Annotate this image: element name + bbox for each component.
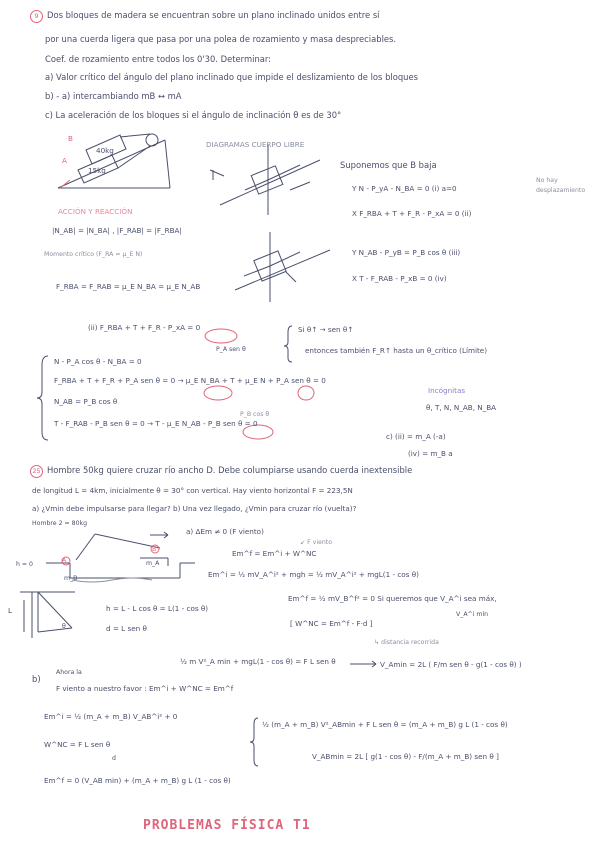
eq-y1: Y N - P_yA - N_BA = 0 (i) a=0 — [352, 184, 457, 193]
if-theta-note: Si θ↑ → sen θ↑ — [298, 325, 354, 334]
pendulum-diagram — [20, 592, 75, 638]
distance-note: ↳ distancia recorrida — [374, 639, 439, 646]
problem2-number: 25 — [30, 465, 43, 478]
part-c-ii: c) (ii) = m_A (-a) — [386, 432, 446, 441]
h-eq: h = L - L cos θ = L(1 - cos θ) — [106, 604, 209, 613]
eq-x1: X F_RBA + T + F_R - P_xA = 0 (ii) — [352, 209, 472, 218]
critical-eq: F_RBA = F_RAB = μ_E N_BA = μ_E N_AB — [56, 282, 201, 291]
point-a: A — [62, 557, 67, 564]
wnc-b: W^NC = F L sen θ — [44, 740, 111, 749]
part-a-label: a) ΔEm ≠ 0 (F viento) — [186, 527, 264, 536]
system-eq3: N_AB = P_B cos θ — [54, 397, 118, 406]
action-reaction-eq: |N_AB| = |N_BA| , |F_RAB| = |F_RBA| — [52, 226, 182, 235]
wind-note: ↙ F viento — [300, 539, 332, 546]
part-b-label: b) — [32, 674, 41, 684]
problem1-question-c: c) La aceleración de los bloques si el ángulo de inclinación θ es de 30° — [45, 110, 342, 120]
wnc-eq: [ W^NC = Em^f - F·d ] — [290, 619, 373, 628]
diagram-title: DIAGRAMAS CUERPO LIBRE — [206, 140, 305, 149]
system-eq2: F_RBA + T + F_R + P_A sen θ = 0 → μ_E N_BA + T + μ_E N + P_A sen θ = 0 — [54, 376, 326, 385]
part-b-eq2: V_ABmin = 2L [ g(1 - cos θ) - F/(m_A + m_B) sen θ ] — [312, 752, 499, 761]
pa-sen-note: P_A sen θ — [216, 346, 246, 353]
unknowns-title: Incógnitas — [428, 386, 466, 395]
pbcos-note: P_B cos θ — [240, 411, 270, 418]
no-displacement-note: No hay desplazamiento — [536, 177, 586, 194]
part-b-eq1: ½ (m_A + m_B) V²_ABmin + F L sen θ = (m_A + m_B) g L (1 - cos θ) — [262, 720, 508, 729]
em-final: Em^f = 0 (V_AB min) + (m_A + m_B) g L (1 - cos θ) — [44, 776, 231, 785]
label-mA: m_A — [146, 560, 160, 567]
problem1-line3: Coef. de rozamiento entre todos los 0'30. Determinar: — [45, 54, 272, 64]
system-eq4: T - F_RAB - P_B sen θ = 0 → T - μ_E N_AB - P_B sen θ = 0 — [54, 419, 258, 428]
problem2-line2: de longitud L = 4km, inicialmente θ = 30° con vertical. Hay viento horizontal F = 223,5N — [32, 486, 353, 495]
unknowns-list: θ, T, N, N_AB, N_BA — [426, 403, 497, 412]
label-mB: m_B — [64, 575, 78, 582]
block-bottom-mass: 15kg — [88, 166, 106, 175]
em-eq3: Em^f = ½ mV_B^f² = 0 Si queremos que V_A^i sea máx, — [288, 594, 497, 603]
man-mass: Hombre 2 = 80kg — [32, 520, 88, 527]
wnc-b-sub: d — [112, 755, 116, 762]
incline-diagram — [58, 134, 170, 188]
fbd-block-b — [235, 232, 330, 302]
vmin-note: V_A^i mín — [456, 611, 489, 618]
eq-x2: X T - F_RAB - P_xB = 0 (iv) — [352, 274, 447, 283]
problem2-line1: 25 Hombre 50kg quiere cruzar río ancho D. Debe columpiarse usando cuerda inextensible — [30, 465, 412, 478]
part-c-iv: (iv) = m_B a — [408, 449, 453, 458]
fbd-block-a — [210, 145, 320, 215]
system-eq1: N - P_A cos θ - N_BA = 0 — [54, 357, 142, 366]
energy-balance: ½ m V²_A min + mgL(1 - cos θ) = F L sen θ — [180, 657, 336, 666]
critical-title: Momento crítico (F_RA = μ_E N) — [44, 251, 143, 258]
problem1-question-a: a) Valor crítico del ángulo del plano inclinado que impide el deslizamiento de los bloques — [45, 72, 418, 82]
d-eq: d = L sen θ — [106, 624, 147, 633]
problem1-line2: por una cuerda ligera que pasa por una polea de rozamiento y masa despreciables. — [45, 34, 397, 44]
h-zero: h = 0 — [16, 561, 33, 568]
footer-title: PROBLEMAS FÍSICA T1 — [143, 818, 311, 833]
problem1-number: 9 — [30, 10, 43, 23]
em-initial: Em^i = ½ (m_A + m_B) V_AB^i² + 0 — [44, 712, 178, 721]
em-eq1: Em^f = Em^i + W^NC — [232, 549, 317, 558]
em-eq2: Em^i = ½ mV_A^i² + mgh = ½ mV_A^i² + mgL(1 - cos θ) — [208, 570, 419, 579]
eq-ii: (ii) F_RBA + T + F_R - P_xA = 0 — [88, 323, 201, 332]
block-top-mass: 40kg — [96, 146, 114, 155]
label-theta: θ — [62, 623, 66, 630]
label-block-b: B — [68, 134, 73, 143]
point-b: B — [152, 546, 157, 553]
label-block-a: A — [62, 156, 67, 165]
vamin-result: V_Amin = 2L ( F/m sen θ - g(1 - cos θ) ) — [380, 660, 522, 669]
then-note: entonces también F_R↑ hasta un θ_crítico (Límite) — [305, 346, 488, 355]
suppose-text: Suponemos que B baja — [340, 160, 437, 170]
problem1-question-b: b) - a) intercambiando mB ↔ mA — [45, 91, 182, 101]
part-b-note1: Ahora la — [56, 669, 82, 676]
action-reaction-title: ACCIÓN Y REACCIÓN — [58, 207, 133, 216]
problem2-questions: a) ¿Vmin debe impulsarse para llegar? b) Una vez llegado, ¿Vmin para cruzar río (vuelta)? — [32, 504, 357, 513]
eq-y2: Y N_AB - P_yB = P_B cos θ (iii) — [352, 248, 461, 257]
problem1-line1: 9 Dos bloques de madera se encuentran sobre un plano inclinado unidos entre sí — [30, 10, 380, 23]
part-b-note2: F viento a nuestro favor : Em^i + W^NC = Em^f — [56, 684, 234, 693]
label-L: L — [8, 606, 13, 615]
